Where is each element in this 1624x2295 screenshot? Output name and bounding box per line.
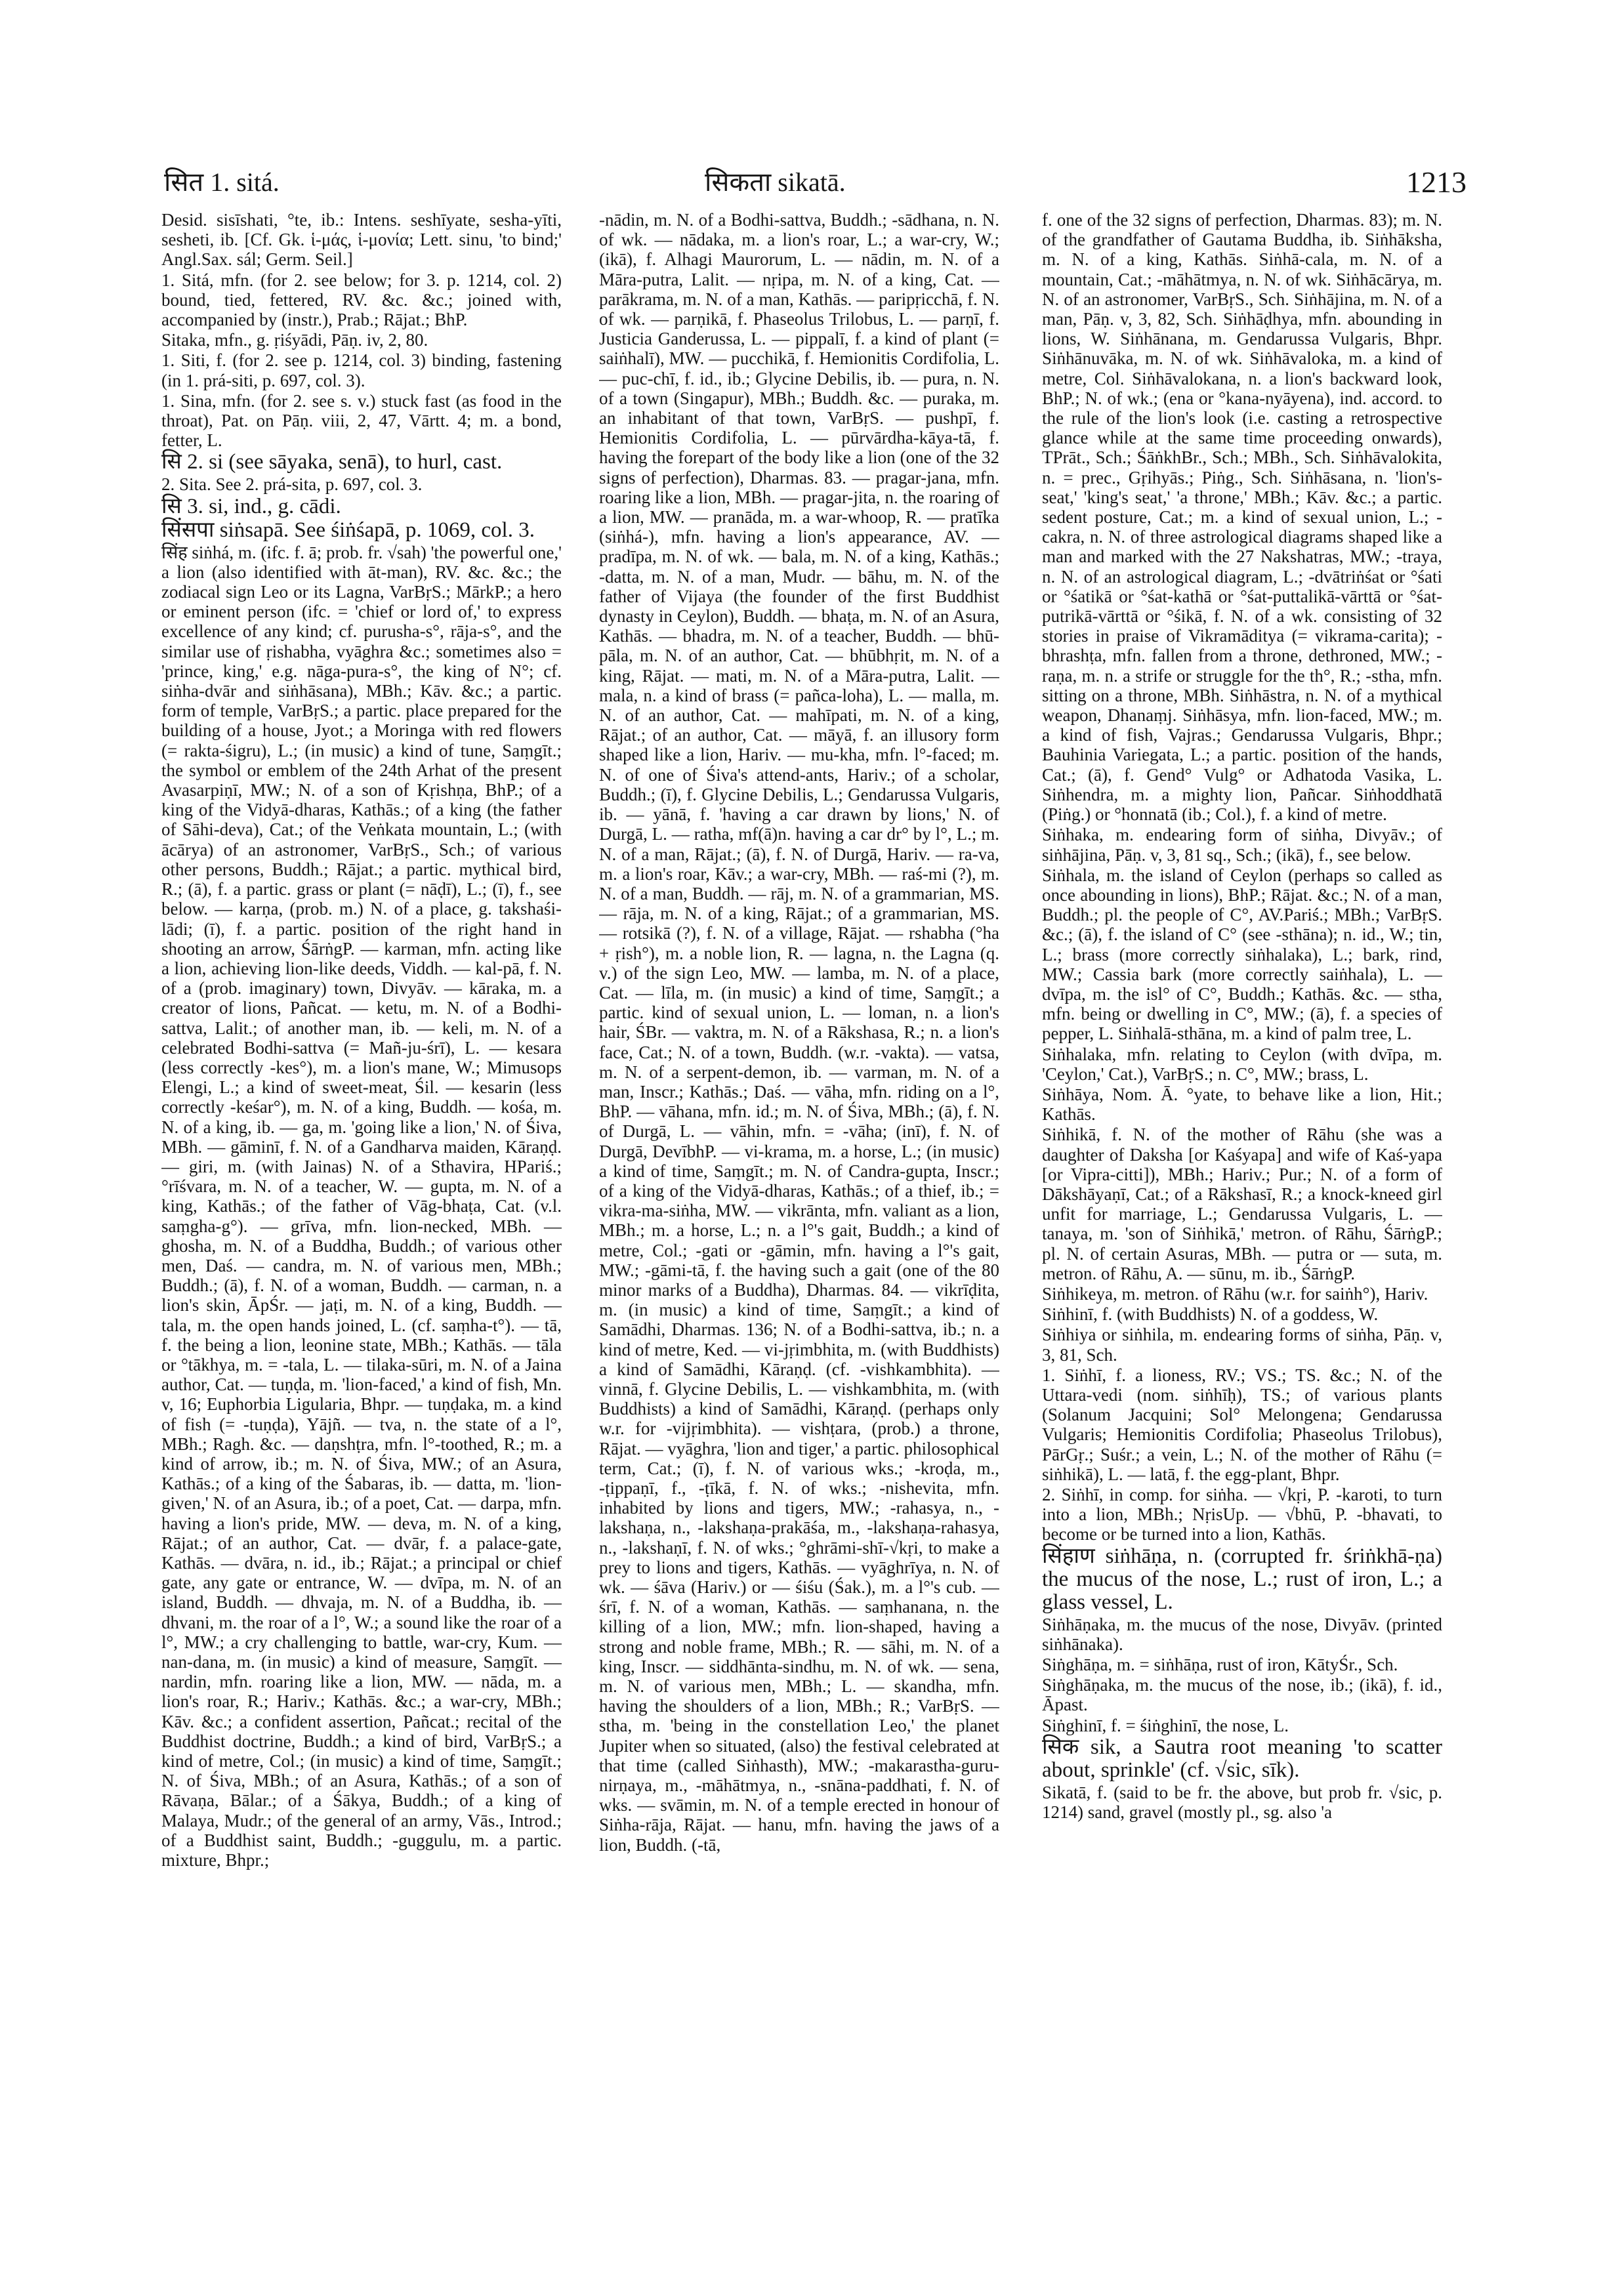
dictionary-entry: सि 2. si (see sāyaka, senā), to hurl, cast. (161, 450, 503, 474)
dictionary-entry: 1. Sitá, mfn. (for 2. see below; for 3. p. 1214, col. 2) bound, tied, fettered, RV. &c. &c.; joined with, accompanied by (instr.), Prab.; Rājat.; BhP. (161, 270, 562, 330)
running-header (164, 163, 1467, 202)
column-1 (161, 210, 562, 2178)
dictionary-entry: Siṅhaka, m. endearing form of siṅha, Divyāv.; of siṅhājina, Pāṇ. v, 3, 81 sq., Sch.; (ikā), f., see below. (1042, 825, 1442, 865)
dictionary-entry: सि 3. si, ind., g. cādi. (161, 494, 341, 518)
dictionary-entry: Sitaka, mfn., g. ṛiśyādi, Pāṇ. iv, 2, 80. (161, 330, 428, 350)
dictionary-entry: Siṅhāya, Nom. Ā. °yate, to behave like a lion, Hit.; Kathās. (1042, 1084, 1442, 1125)
dictionary-entry: सिक sik, a Sautra root meaning 'to scatter about, sprinkle' (cf. √sic, sīk). (1042, 1735, 1442, 1782)
column-3 (1042, 210, 1442, 2178)
header-left-headword: सित 1. sitá. (164, 167, 280, 197)
dictionary-entry: Siṅhikeya, m. metron. of Rāhu (w.r. for saiṅh°), Hariv. (1042, 1283, 1428, 1304)
dictionary-entry: -nādin, m. N. of a Bodhi-sattva, Buddh.; -sādhana, n. N. of wk. — nādaka, m. a lion's roar, L.; a war-cry, W.; (ikā), f. Alhagi Maurorum, L. — nādin, m. N. of a Māra-putra, Lalit. — nṛipa, m. N. of a king, Cat. — parākrama, m. N. of a man, Kathās. — paripṛicchā, f. N. of wk. — parṇikā, f. Phaseolus Trilobus, L. — parṇī, f. Justicia Ganderussa, L. — pippalī, f. a kind of plant (= saiṅhalī), MW. — pucchikā, f. Hemionitis Cordifolia, L. — puc-chī, f. id., ib.; Glycine Debilis, ib. — pura, n. N. of a town (Singapur), MBh.; Buddh. &c. — puraka, m. an inhabitant of that town, VarBṛS. — pushpī, f. Hemionitis Cordifolia, L. — pūrvārdha-kāya-tā, f. having the forepart of the body like a lion (one of the 32 signs of perfection), Dharmas. 83. — pragar-jana, mfn. roaring like a lion, MBh. — pragar-jita, n. the roaring of a lion, MW. — pranāda, m. a war-whoop, R. — pratīka (siṅhá-), mfn. having a lion's appearance, AV. — pradīpa, m. N. of wk. — bala, m. N. of a king, Kathās.; -datta, m. N. of a man, Mudr. — bāhu, m. N. of the father of Vijaya (the founder of the first Buddhist dynasty in Ceylon), Buddh. — bhaṭa, m. N. of an Asura, Kathās. — bhadra, m. N. of a teacher, Buddh. — bhū-pāla, m. N. of an author, Cat. — bhūbhṛit, m. N. of a king, Rājat. — mati, m. N. of a Māra-putra, Lalit. — mala, n. a kind of brass (= pañca-loha), L. — malla, m. N. of an author, Cat. — mahīpati, m. N. of a king, Rājat.; of an author, Cat. — māyā, f. an illusory form shaped like a lion, Hariv. — mu-kha, mfn. l°-faced; m. N. of one of Śiva's attend-ants, Hariv.; of a scholar, Buddh.; (ī), f. Glycine Debilis, L.; Gendarussa Vulgaris, ib. — yānā, f. 'having a car drawn by lions,' N. of Durgā, L. — ratha, mf(ā)n. having a car dr° by l°, L.; m. N. of a man, Rājat.; (ā), f. N. of Durgā, Hariv. — ra-va, m. a lion's roar, Kāv.; a war-cry, MBh. — raś-mi (?), m. N. of a man, Buddh. — rāj, m. N. of a grammarian, MS. — rāja, m. N. of a king, Rājat.; of a grammarian, MS. — rotsikā (?), f. N. of a village, Rājat. — rshabha (°ha + ṛish°), m. a noble lion, R. — lagna, n. the Lagna (q. v.) of the sign Leo, MW. — lamba, m. N. of a place, Cat. — līla, m. (in music) a kind of time, Saṃgīt.; a partic. kind of sexual union, L. — loman, n. a lion's hair, ŚBr. — vaktra, m. N. of a Rākshasa, R.; n. a lion's face, Cat.; N. of a town, Buddh. (w.r. -vakta). — vatsa, m. N. of a serpent-demon, ib. — varman, m. N. of a man, Inscr.; Kathās.; Daś. — vāha, mfn. riding on a l°, BhP. — vāhana, mfn. id.; m. N. of Śiva, MBh.; (ā), f. N. of Durgā, L. — vāhin, mfn. = -vāha; (inī), f. N. of Durgā, DevībhP. — vi-krama, m. a horse, L.; (in music) a kind of time, Saṃgīt.; m. N. of Candra-gupta, Inscr.; of a king of the Vidyā-dharas, Kathās.; of a thief, ib.; = vikra-ma-siṅha, MW. — vikrānta, mfn. valiant as a lion, MBh.; m. a horse, L.; n. a l°'s gait, Buddh.; a kind of metre, Col.; -gati or -gāmin, mfn. having a l°'s gait, MW.; -gāmi-tā, f. the having such a gait (one of the 80 minor marks of a Buddha), Dharmas. 84. — vikrīḍita, m. (in music) a kind of time, Saṃgīt.; a kind of Samādhi, Dharmas. 136; N. of a Bodhi-sattva, ib.; n. a kind of metre, Ked. — vi-jṛimbhita, m. (with Buddhists) a kind of Samādhi, Kāraṇḍ. (cf. -vishkambhita). — vinnā, f. Glycine Debilis, L. — vishkambhita, m. (with Buddhists) a kind of Samādhi, Kāraṇḍ. (perhaps only w.r. for -vijṛimbhita). — vishṭara, (prob.) a throne, Rājat. — vyāghra, 'lion and tiger,' a partic. philosophical term, Cat.; (ī), f. N. of various wks.; -kroḍa, m., -ṭippaṇī, f., -ṭīkā, f. N. of wks.; -nishevita, mfn. inhabited by lions and tigers, MW.; -rahasya, n., -lakshaṇa, n., -lakshaṇa-prakāśa, m., -lakshaṇa-rahasya, n., -lakshaṇī, f. N. of wks.; °ghrāmi-shī-√kṛi, to make a prey to lions and tigers, Kathās. — vyāghrīya, n. N. of wk. — śāva (Hariv.) or — śiśu (Śak.), m. a l°'s cub. — śrī, f. N. of a woman, Kathās. — saṃhanana, n. the killing of a lion, MW.; mfn. lion-shaped, having a strong and noble frame, MBh.; R. — sāhi, m. N. of a king, Inscr. — siddhānta-sindhu, m. N. of wk. — sena, m. N. of various men, MBh.; L. — skandha, mfn. having the shoulders of a lion, MBh.; R.; VarBṛS. — stha, m. 'being in the constellation Leo,' the planet Jupiter when so situated, (also) the festival celebrated at that time (called Siṅhasth), MW.; -makarastha-guru-nirṇaya, m., -māhātmya, n., -snāna-paddhati, f. N. of wks. — svāmin, m. N. of a temple erected in honour of Siṅha-rāja, Rājat. — hanu, mfn. having the jaws of a lion, Buddh. (-tā, (599, 210, 999, 1855)
dictionary-entry: Siṅhāṇaka, m. the mucus of the nose, Divyāv. (printed siṅhānaka). (1042, 1614, 1442, 1654)
dictionary-entry: सिंहाण siṅhāṇa, n. (corrupted fr. śriṅkhā-ṇa) the mucus of the nose, L.; rust of iron, L.; a glass vessel, L. (1042, 1544, 1442, 1614)
dictionary-entry: f. one of the 32 signs of perfection, Dharmas. 83); m. N. of the grandfather of Gautama Buddha, ib. Siṅhāksha, m. N. of a king, Kathās. Siṅhā-cala, m. N. of a mountain, Cat.; -māhātmya, n. N. of wk. Siṅhācārya, m. N. of an astronomer, VarBṛS., Sch. Siṅhājina, m. N. of a man, Pāṇ. v, 3, 82, Sch. Siṅhāḍhya, mfn. abounding in lions, W. Siṅhānana, m. Gendarussa Vulgaris, Bhpr. Siṅhānuvāka, m. N. of wk. Siṅhāvaloka, m. a kind of metre, Col. Siṅhāvalokana, n. a lion's backward look, BhP.; N. of wk.; (ena or °kana-nyāyena), ind. accord. to the rule of the lion's look (i.e. casting a retrospective glance while at the same time proceeding onwards), TPrāt., Sch.; ŚāṅkhBr., Sch.; MBh., Sch. Siṅhāvalokita, n. = prec., Gṛihyās.; Piṅg., Sch. Siṅhāsana, n. 'lion's-seat,' 'king's seat,' 'a throne,' MBh.; Kāv. &c.; a partic. sedent posture, Cat.; m. a kind of sexual union, L.; -cakra, n. N. of three astrological diagrams shaped like a man and marked with the 27 Nakshatras, MW.; -traya, n. N. of an astrological diagram, L.; -dvātriṅśat or °śati or °śatikā or °śat-kathā or °śat-puttalikā-vārttā or °śat-putrikā-vārttā or °śikā, f. N. of a wk. consisting of 32 stories in praise of Vikramāditya (= vikrama-carita); -bhrashṭa, mfn. fallen from a throne, dethroned, MW.; -raṇa, m. n. a strife or struggle for the th°, R.; -stha, mfn. sitting on a throne, MBh. Siṅhāstra, n. N. of a mythical weapon, Dhanaṃj. Siṅhāsya, mfn. lion-faced, MW.; m. a kind of fish, Vajras.; Gendarussa Vulgaris, Bhpr.; Bauhinia Variegata, L.; a partic. position of the hands, Cat.; (ā), f. Gend° Vulg° or Adhatoda Vasika, L. Siṅhendra, m. a mighty lion, Pañcar. Siṅhoddhatā (Piṅg.) or °honnatā (ib.; Col.), f. a kind of metre. (1042, 210, 1442, 825)
dictionary-entry: Siṅghāṇaka, m. the mucus of the nose, ib.; (ikā), f. id., Āpast. (1042, 1675, 1442, 1715)
dictionary-entry: Siṅhikā, f. N. of the mother of Rāhu (she was a daughter of Daksha [or Kaśyapa] and wife of Kaś-yapa [or Vipra-citti]), MBh.; Hariv.; Pur.; N. of a form of Dākshāyaṇī, Cat.; of a Rākshasī, R.; a knock-kneed girl unfit for marriage, L.; Gendarussa Vulgaris, L. — tanaya, m. 'son of Siṅhikā,' metron. of Rāhu, ŚārṅgP.; pl. N. of certain Asuras, MBh. — putra or — suta, m. metron. of Rāhu, A. — sūnu, m. ib., ŚārṅgP. (1042, 1125, 1442, 1283)
dictionary-entry: Siṅhala, m. the island of Ceylon (perhaps so called as once abounding in lions), BhP.; Rājat. &c.; N. of a man, Buddh.; pl. the people of C°, AV.Pariś.; MBh.; VarBṛS. &c.; (ā), f. the island of C° (see -sthāna); n. id., W.; tin, L.; brass (more correctly siṅhalaka), L.; bark, rind, MW.; Cassia bark (more correctly saiṅhala), L. — dvīpa, m. the isl° of C°, Buddh.; Kathās. &c. — stha, mfn. being or dwelling in C°, MW.; (ā), f. a species of pepper, L. Siṅhalā-sthāna, m. a kind of palm tree, L. (1042, 865, 1442, 1044)
dictionary-entry: Siṅhinī, f. (with Buddhists) N. of a goddess, W. (1042, 1304, 1379, 1325)
dictionary-entry: 2. Siṅhī, in comp. for siṅha. — √kṛi, P. -karoti, to turn into a lion, MBh.; NṛisUp. — √bhū, P. -bhavati, to become or be turned into a lion, Kathās. (1042, 1485, 1442, 1544)
dictionary-entry: 1. Siti, f. (for 2. see p. 1214, col. 3) binding, fastening (in 1. prá-siti, p. 697, col. 3). (161, 350, 562, 390)
dictionary-entry: Siṅhalaka, mfn. relating to Ceylon (with dvīpa, m. 'Ceylon,' Cat.), VarBṛS.; n. C°, MW.; brass, L. (1042, 1044, 1442, 1084)
dictionary-entry: 1. Sina, mfn. (for 2. see s. v.) stuck fast (as food in the throat), Pat. on Pāṇ. viii, 2, 47, Vārtt. 4; m. a bond, fetter, L. (161, 390, 562, 451)
dictionary-entry: सिंह siṅhá, m. (ifc. f. ā; prob. fr. √sah) 'the powerful one,' a lion (also identified with āt-man), RV. &c. &c.; the zodiacal sign Leo or its Lagna, VarBṛS.; MārkP.; a hero or eminent person (ifc. = 'chief or lord of,' to express excellence of any kind; cf. purusha-s°, rāja-s°, and the similar use of ṛishabha, vyāghra &c.; sometimes also = 'prince, king,' e.g. nāga-pura-s°, the king of N°; cf. siṅha-dvār and siṅhāsana), MBh.; Kāv. &c.; a partic. form of temple, VarBṛS.; a partic. place prepared for the building of a house, Jyot.; a Moringa with red flowers (= rakta-śigru), L.; (in music) a kind of tune, Saṃgīt.; the symbol or emblem of the 24th Arhat of the present Avasarpiṇī, MW.; N. of a son of Kṛishṇa, BhP.; of a king of the Vidyā-dharas, Kathās.; of a king (the father of Sāhi-deva), Cat.; of the Veṅkata mountain, L.; (with ācārya) of an astronomer, VarBṛS., Sch.; of various other persons, Buddh.; Rājat.; a partic. mythical bird, R.; (ā), f. a partic. grass or plant (= nāḍī), L.; (ī), f., see below. — karṇa, (prob. m.) N. of a place, g. takshaśi-lādi; (ī), f. a partic. position of the right hand in shooting an arrow, ŚārṅgP. — karman, mfn. acting like a lion, achieving lion-like deeds, Viddh. — kal-pā, f. N. of a (prob. imaginary) town, Divyāv. — kāraka, m. a creator of lions, Pañcat. — ketu, m. N. of a Bodhi-sattva, Lalit.; of another man, ib. — keli, m. N. of a celebrated Bodhi-sattva (= Mañ-ju-śrī), L. — kesara (less correctly -kes°), m. a lion's mane, W.; Mimusops Elengi, L.; a kind of sweet-meat, Śil. — kesarin (less correctly -keśar°), m. N. of a king, Buddh. — kośa, m. N. of a king, ib. — ga, m. 'going like a lion,' N. of Śiva, MBh. — gāminī, f. N. of a Gandharva maiden, Kāraṇḍ. — giri, m. (with Jainas) N. of a Sthavira, HPariś.; °rīśvara, m. N. of a teacher, W. — gupta, m. N. of a king, Kathās.; of the father of Vāg-bhaṭa, Cat. (v.l. saṃgha-g°). — grīva, mfn. lion-necked, MBh. — ghosha, m. N. of a Buddha, Buddh.; of various other men, Daś. — candra, m. N. of various men, MBh.; Buddh.; (ā), f. N. of a woman, Buddh. — carman, n. a lion's skin, ĀpŚr. — jaṭi, m. N. of a king, Buddh. — tala, m. the open hands joined, L. (cf. saṃha-t°). — tā, f. the being a lion, leonine state, MBh.; Kathās. — tāla or °tākhya, m. = -tala, L. — tilaka-sūri, m. N. of a Jaina author, Cat. — tuṇḍa, m. 'lion-faced,' a kind of fish, Mn. v, 16; Euphorbia Ligularia, Bhpr. — tuṇḍaka, m. a kind of fish (= -tuṇḍa), Yājñ. — tva, n. the state of a l°, MBh.; Ragh. &c. — daṇshṭra, mfn. l°-toothed, R.; m. a kind of arrow, ib.; m. N. of Śiva, MW.; of an Asura, Kathās.; of a king of the Śabaras, ib. — datta, m. 'lion-given,' N. of an Asura, ib.; of a poet, Cat. — darpa, mfn. having a lion's pride, MW. — deva, m. N. of a king, Rājat.; of an author, Cat. — dvār, f. a palace-gate, Kathās. — dvāra, n. id., ib.; Rājat.; a principal or chief gate, any gate or entrance, W. — dvīpa, m. N. of an island, Buddh. — dhvaja, m. N. of a Buddha, ib. — dhvani, m. the roar of a l°, W.; a sound like the roar of a l°, MW.; a cry challenging to battle, war-cry, Kum. — nan-dana, m. (in music) a kind of measure, Saṃgīt. — nardin, mfn. roaring like a lion, MW. — nāda, m. a lion's roar, R.; Hariv.; Kathās. &c.; a war-cry, MBh.; Kāv. &c.; a confident assertion, Pañcat.; recital of the Buddhist doctrine, Buddh.; a kind of bird, VarBṛS.; a kind of metre, Col.; (in music) a kind of time, Saṃgīt.; N. of Śiva, MBh.; of an Asura, Kathās.; of a son of Rāvaṇa, Bālar.; of a Śākya, Buddh.; of a king of Malaya, Mudr.; of the general of an army, Vās., Introd.; of a Buddhist saint, Buddh.; -guggulu, m. a partic. mixture, Bhpr.; (161, 542, 562, 1871)
dictionary-entry: Siṅghinī, f. = śiṅghinī, the nose, L. (1042, 1715, 1289, 1735)
header-center-headword: सिकता sikatā. (705, 167, 846, 197)
page-number: 1213 (1406, 165, 1467, 199)
dictionary-entry: Desid. sisīshati, °te, ib.: Intens. seshīyate, sesha-yīti, sesheti, ib. [Cf. Gk. ἱ-μάς, ἱ-μονία; Lett. sinu, 'to bind;' Angl.Sax. sál; Germ. Seil.] (161, 210, 562, 270)
dictionary-entry: 1. Siṅhī, f. a lioness, RV.; VS.; TS. &c.; N. of the Uttara-vedi (nom. siṅhīḥ), TS.; of various plants (Solanum Jacquini; Sol° Melongena; Gendarussa Vulgaris; Hemionitis Cordifolia; Phaseolus Trilobus), PārGṛ.; Suśr.; a vein, L.; N. of the mother of Rāhu (= siṅhikā), L. — latā, f. the egg-plant, Bhpr. (1042, 1365, 1442, 1484)
dictionary-entry: सिंसपा siṅsapā. See śiṅśapā, p. 1069, col. 3. (161, 518, 535, 542)
dictionary-entry: Sikatā, f. (said to be fr. the above, but prob fr. √sic, p. 1214) sand, gravel (mostly pl., sg. also 'a (1042, 1782, 1442, 1823)
dictionary-entry: 2. Sita. See 2. prá-sita, p. 697, col. 3. (161, 474, 423, 495)
dictionary-entry: Siṅhiya or siṅhila, m. endearing forms of siṅha, Pāṇ. v, 3, 81, Sch. (1042, 1325, 1442, 1365)
column-2 (599, 210, 999, 2178)
dictionary-entry: Siṅghāṇa, m. = siṅhāṇa, rust of iron, KātyŚr., Sch. (1042, 1655, 1398, 1675)
